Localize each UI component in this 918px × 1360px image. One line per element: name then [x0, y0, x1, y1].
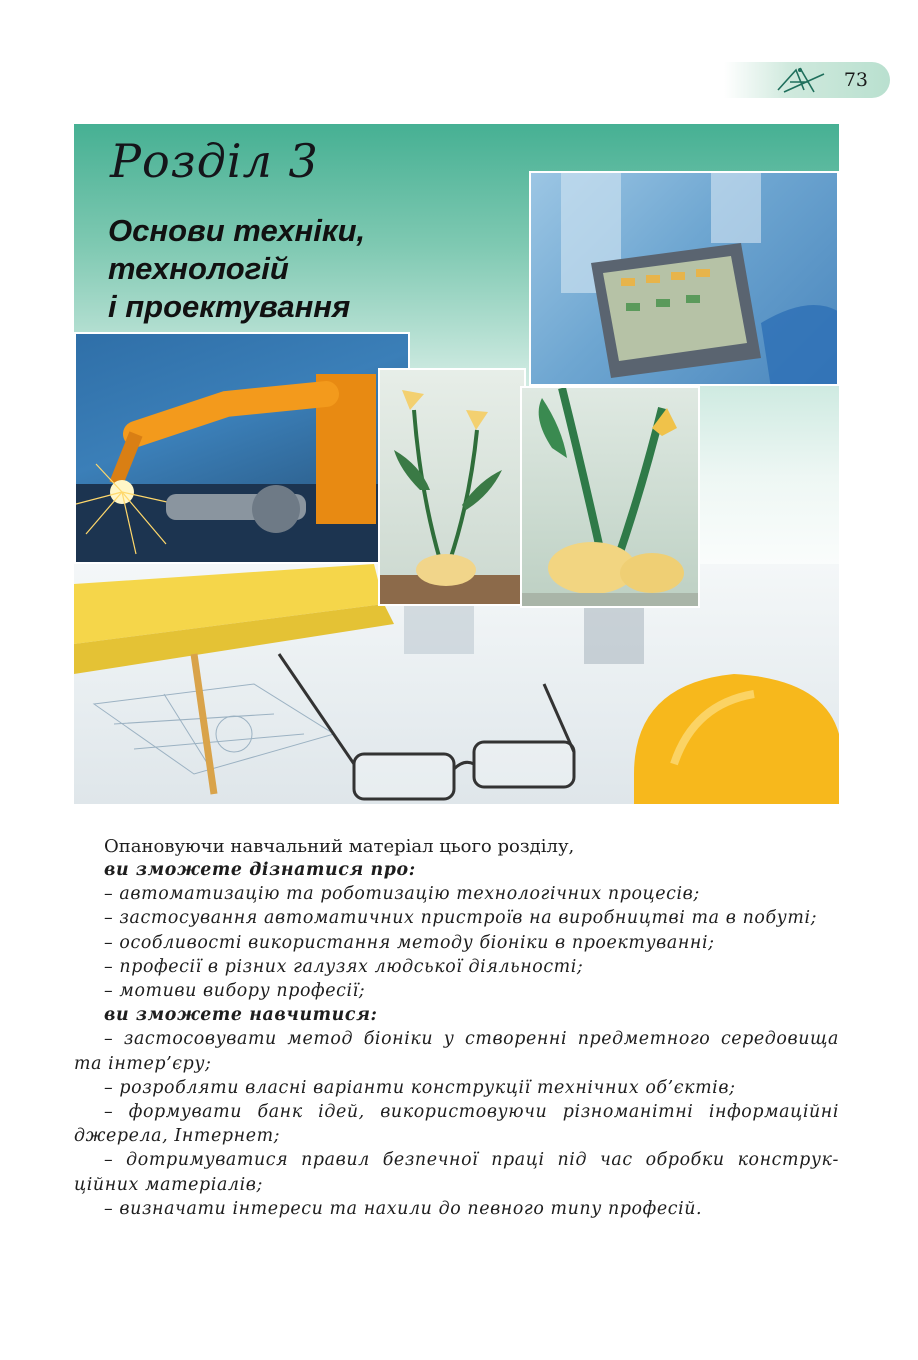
learn-item: – застосування автоматичних пристроїв на виробництві та в побуті;	[104, 908, 818, 929]
skills-item: – застосовувати метод біоніки у створенні предметного середовища	[104, 1029, 839, 1050]
skills-item: – формувати банк ідей, використовуючи різноманітні інформаційні	[104, 1102, 839, 1123]
learn-item: – автоматизацію та роботизацію технологічних процесів;	[104, 884, 700, 905]
industrial-computer-photo	[529, 171, 839, 386]
subtitle-line: Основи техніки,	[108, 213, 366, 248]
skills-item: – визначати інтереси та нахили до певного типу професій.	[104, 1198, 703, 1219]
robot-illustration	[76, 334, 410, 564]
page-number-tab	[724, 62, 890, 98]
learn-item: – мотиви вибору професії;	[104, 981, 366, 1002]
subtitle-line: і проектування	[108, 289, 351, 324]
skills-item: – дотримуватися правил безпечної праці під час обробки конструк-	[104, 1150, 839, 1171]
chapter-cover	[74, 124, 839, 804]
chapter-title: Розділ 3	[110, 134, 319, 188]
intro-lead: Опановуючи навчальний матеріал цього розділу,	[104, 836, 575, 857]
chapter-subtitle	[108, 212, 488, 326]
learn-item: – особливості використання методу біоніки в проектуванні;	[104, 932, 715, 953]
lamp-illustration	[380, 370, 526, 606]
subtitle-line: технологій	[108, 251, 289, 286]
skills-heading: ви зможете навчитися:	[104, 1005, 378, 1026]
welding-robot-photo	[74, 332, 410, 564]
compass-drawing-logo-icon	[774, 64, 834, 96]
flower-sculpture-photo	[520, 386, 700, 608]
skills-item-continuation: ційних матеріалів;	[74, 1174, 263, 1195]
skills-item-continuation: джерела, Інтернет;	[74, 1126, 281, 1147]
learn-item: – професії в різних галузях людської діяльності;	[104, 956, 584, 977]
flower-illustration	[522, 388, 700, 608]
flower-lamp-photo	[378, 368, 526, 606]
learn-heading: ви зможете дізнатися про:	[104, 860, 416, 880]
skills-item: – розробляти власні варіанти конструкції технічних об’єктів;	[104, 1077, 736, 1098]
computer-illustration	[531, 173, 839, 386]
chapter-objectives	[74, 858, 839, 1221]
skills-item-continuation: та інтер’єру;	[74, 1053, 212, 1074]
page-number: 73	[843, 69, 868, 91]
